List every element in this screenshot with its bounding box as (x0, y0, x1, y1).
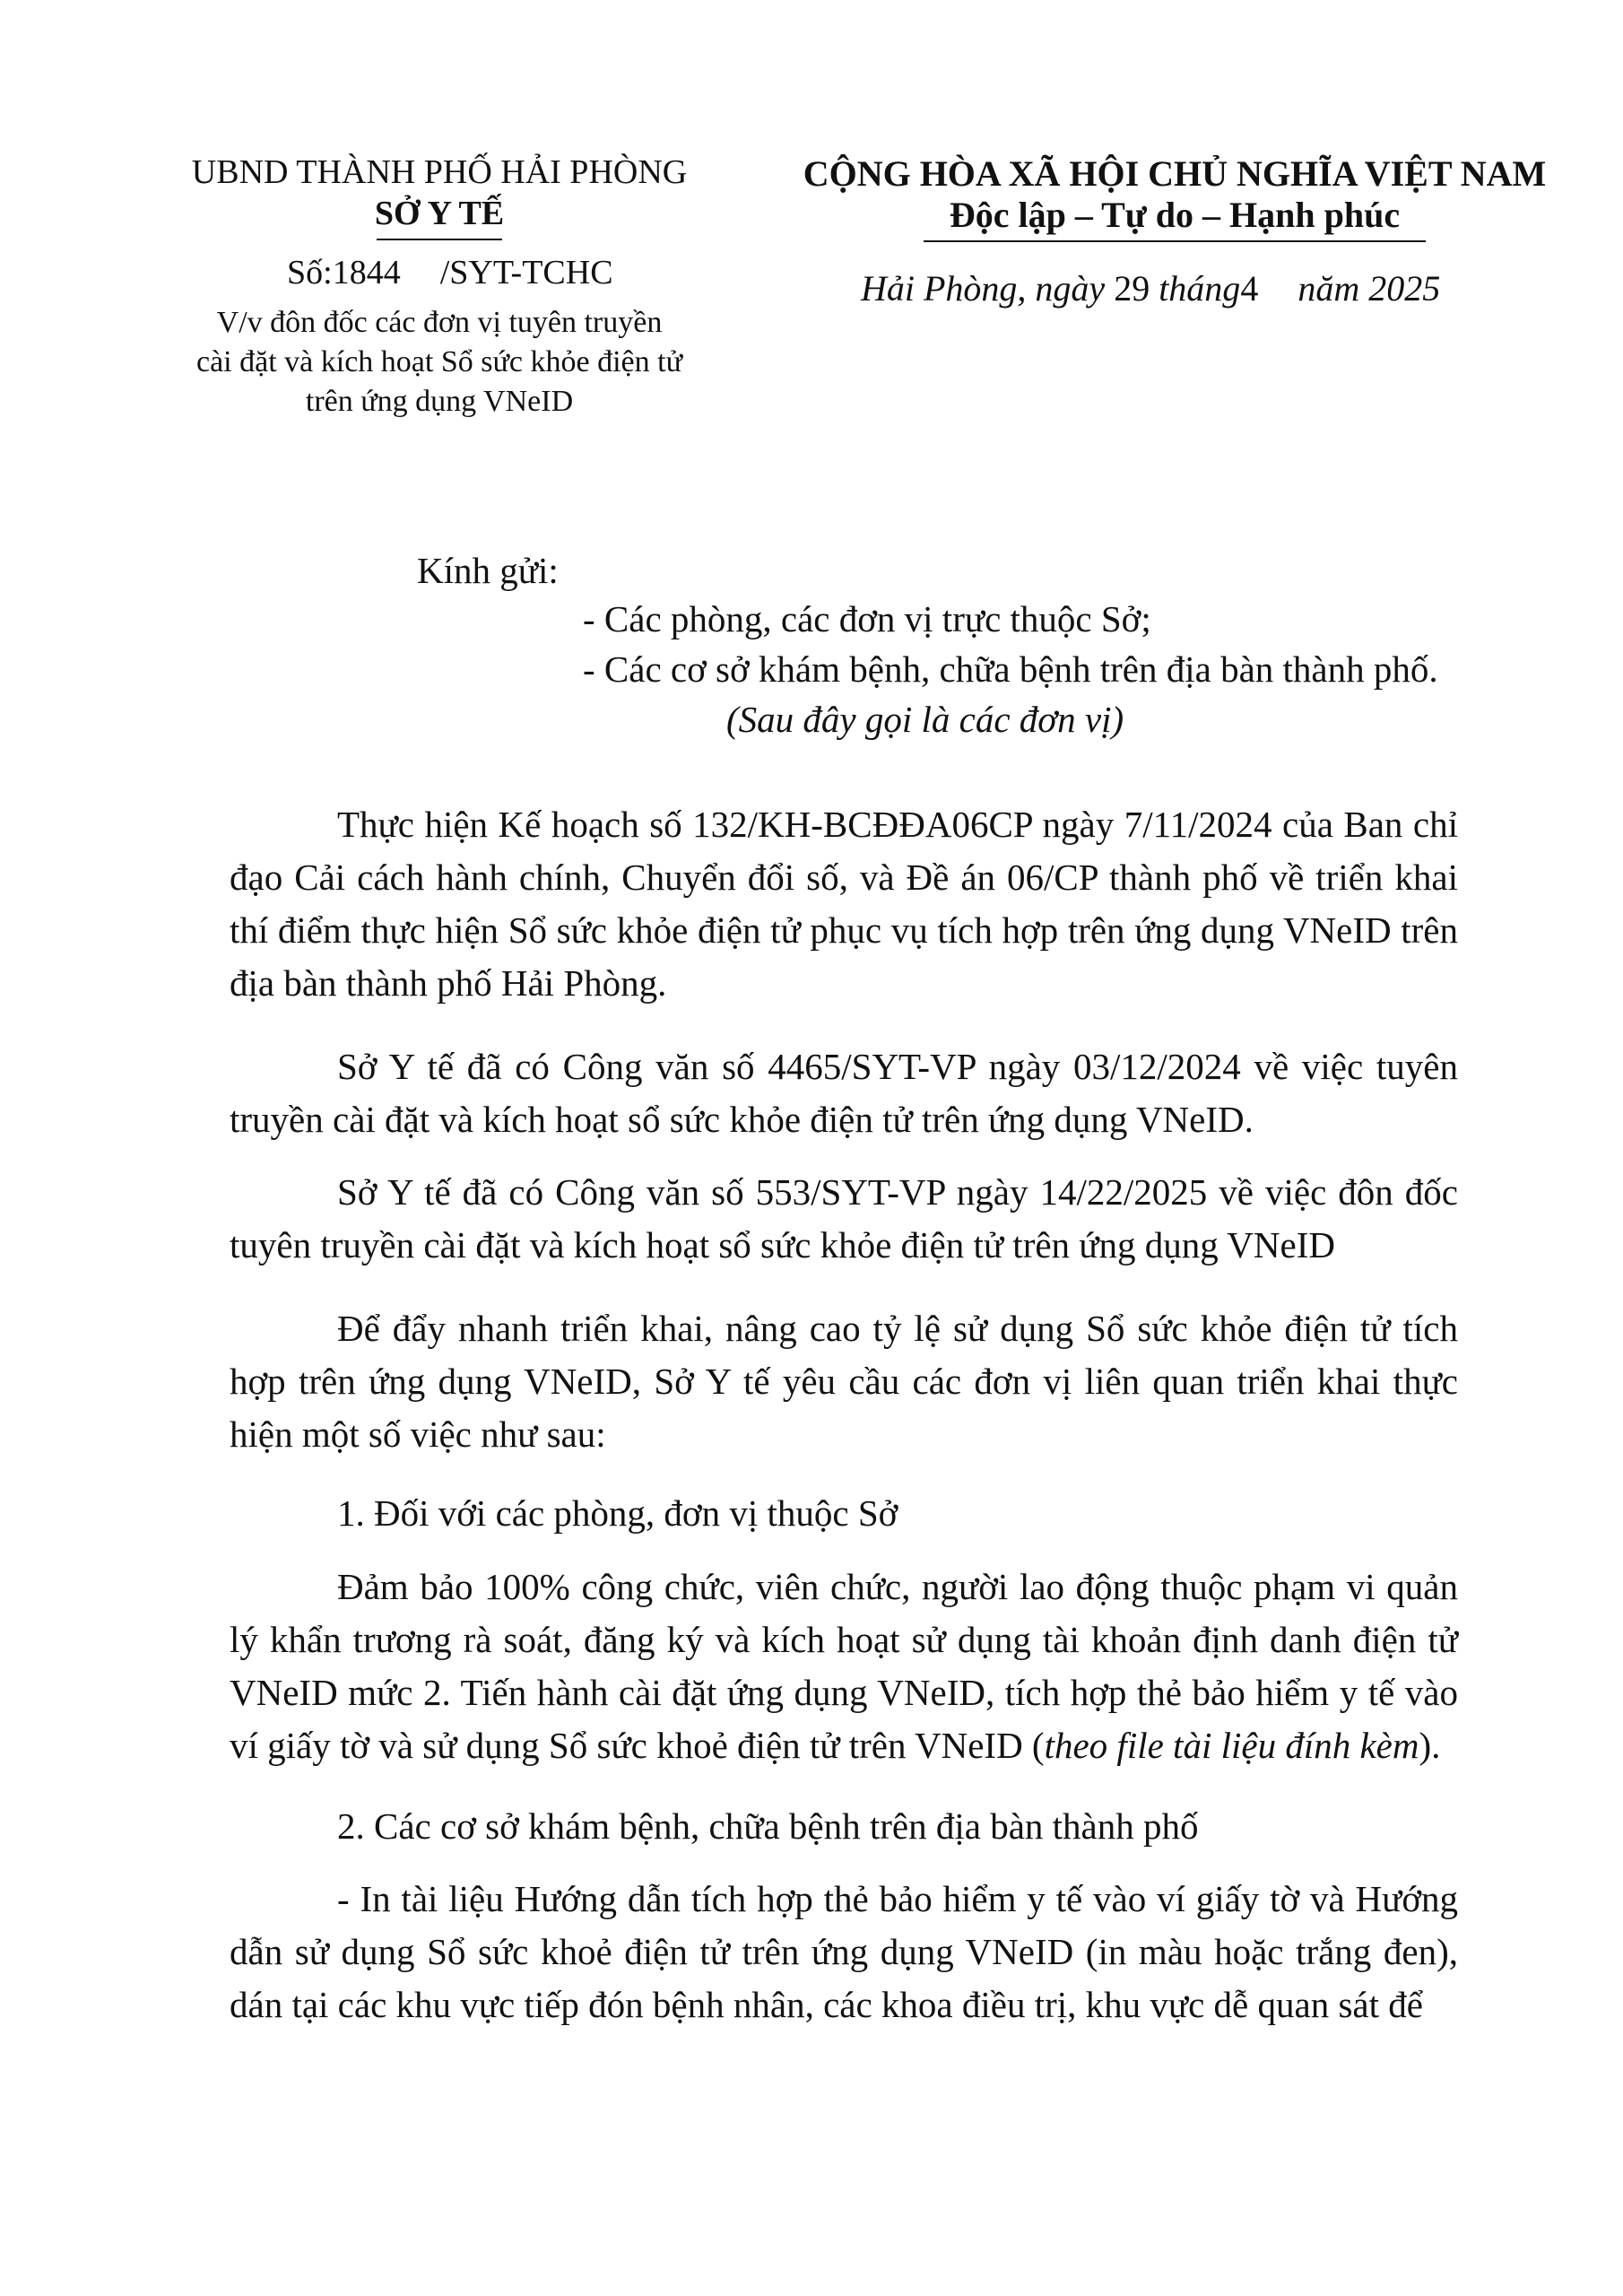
number-suffix: /SYT-TCHC (439, 254, 613, 291)
document-number (287, 253, 613, 292)
recipients-label: Kính gửi: (417, 550, 559, 591)
date-month-label: tháng (1159, 268, 1241, 309)
body-paragraph (230, 1040, 1458, 1146)
issuing-agency: UBND THÀNH PHỐ HẢI PHÒNG (191, 153, 688, 191)
body-paragraph (230, 1561, 1458, 1772)
paragraph-text: Sở Y tế đã có Công văn số 553/SYT-VP ngày 14/22/2025 về việc đôn đốc tuyên truyền cài đặt và kích hoạt sổ sức khỏe điện tử trên ứng dụng VNeID (230, 1171, 1458, 1265)
recipients-note: (Sau đây gọi là các đơn vị) (726, 699, 1124, 740)
subject-line: cài đặt và kích hoạt Sổ sức khỏe điện tử (196, 345, 682, 378)
recipient-item: - Các phòng, các đơn vị trực thuộc Sở; (583, 598, 1151, 639)
issue-date (861, 267, 1440, 309)
department-underline (377, 239, 502, 240)
paragraph-text: Đảm bảo 100% công chức, viên chức, người lao động thuộc phạm vi quản lý khẩn trương rà soát, đăng ký và kích hoạt sử dụng tài khoản định danh điện tử VNeID mức 2. Tiến hành cài đặt ứng dụng VNeID, tích hợp thẻ bảo hiểm y tế vào ví giấy tờ và sử dụng Sổ sức khoẻ điện tử trên VNeID ( (230, 1566, 1458, 1766)
paragraph-text: - In tài liệu Hướng dẫn tích hợp thẻ bảo hiểm y tế vào ví giấy tờ và Hướng dẫn sử dụng Sổ sức khoẻ điện tử trên ứng dụng VNeID (in màu hoặc trắng đen), dán tại các khu vực tiếp đón bệnh nhân, các khoa điều trị, khu vực dễ quan sát để (230, 1878, 1458, 2025)
date-year: năm 2025 (1298, 268, 1441, 309)
motto-underline (924, 240, 1426, 242)
number-prefix: Số: (287, 254, 333, 291)
department-name: SỞ Y TẾ (374, 195, 505, 232)
heading-text: 2. Các cơ sở khám bệnh, chữa bệnh trên địa bàn thành phố (337, 1805, 1199, 1847)
subject-block (152, 303, 726, 422)
date-month: 4 (1240, 268, 1259, 309)
section-heading (230, 1487, 1458, 1540)
body-paragraph (230, 1166, 1458, 1272)
number-value: 1844 (332, 254, 401, 291)
paragraph-text: Thực hiện Kế hoạch số 132/KH-BCĐĐA06CP ngày 7/11/2024 của Ban chỉ đạo Cải cách hành chính, Chuyển đổi số, và Đề án 06/CP thành phố về triển khai thí điểm thực hiện Sổ sức khỏe điện tử phục vụ tích hợp trên ứng dụng VNeID trên địa bàn thành phố Hải Phòng. (230, 804, 1458, 1004)
paragraph-text: Sở Y tế đã có Công văn số 4465/SYT-VP ngày 03/12/2024 về việc tuyên truyền cài đặt và kích hoạt sổ sức khỏe điện tử trên ứng dụng VNeID. (230, 1046, 1458, 1140)
paragraph-text: ). (1419, 1725, 1441, 1766)
recipient-item: - Các cơ sở khám bệnh, chữa bệnh trên địa bàn thành phố. (583, 648, 1438, 690)
subject-line: trên ứng dụng VNeID (305, 385, 574, 418)
date-day: 29 (1114, 268, 1150, 309)
motto: Độc lập – Tự do – Hạnh phúc (949, 195, 1401, 235)
nation-title: CỘNG HÒA XÃ HỘI CHỦ NGHĨA VIỆT NAM (803, 153, 1547, 194)
body-paragraph (230, 1302, 1458, 1461)
section-heading (230, 1800, 1458, 1853)
body-paragraph (230, 1873, 1458, 2031)
date-place: Hải Phòng, ngày (861, 268, 1106, 309)
subject-line: V/v đôn đốc các đơn vị tuyên truyền (216, 306, 663, 339)
heading-text: 1. Đối với các phòng, đơn vị thuộc Sở (337, 1492, 898, 1534)
paragraph-text: Để đẩy nhanh triển khai, nâng cao tỷ lệ sử dụng Sổ sức khỏe điện tử tích hợp trên ứng dụng VNeID, Sở Y tế yêu cầu các đơn vị liên quan triển khai thực hiện một số việc như sau: (230, 1308, 1458, 1455)
body-paragraph (230, 798, 1458, 1010)
attachment-reference: theo file tài liệu đính kèm (1044, 1725, 1419, 1766)
